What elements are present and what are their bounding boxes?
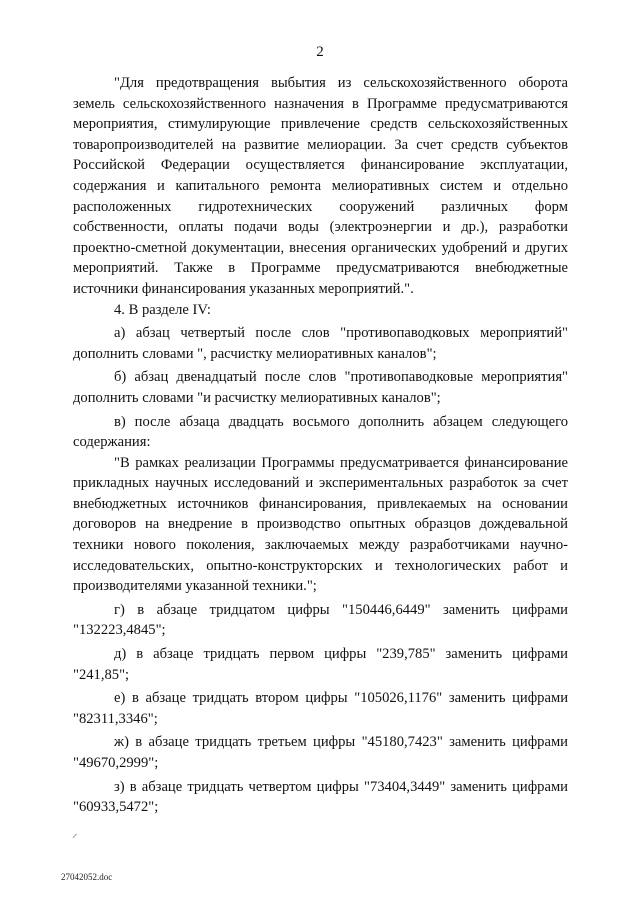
paragraph-section-iv: 4. В разделе IV: [114,301,211,318]
paragraph-item-g: г) в абзаце тридцатом цифры "150446,6449" заменить цифрами "132223,4845"; [73,601,568,639]
paragraph-item-d: д) в абзаце тридцать первом цифры "239,785" заменить цифрами "241,85"; [73,646,568,683]
paragraph-item-v: в) после абзаца двадцать восьмого дополнить абзацем следующего содержания: [73,413,568,451]
paragraph-research-quote: "В рамках реализации Программы предусматривается финансирование прикладных научных исследований и экспериментальных разработок за счет внебюджетных источников финансирования, привлекаемых на основании договоров на внедрение в производство опытных образцов дождевальной техники нового поколения, заключаемых между разработчиками научно-исследовательских, опытно-конструкторских и технологических работ и производителями указанной техники."; [73,454,568,595]
paragraph-item-a: а) абзац четвертый после слов "противопаводковых мероприятий" дополнить словами ", расчистку мелиоративных каналов"; [73,325,568,362]
paragraph-item-zh: ж) в абзаце тридцать третьем цифры "45180,7423" заменить цифрами "49670,2999"; [73,734,568,771]
paragraph-item-z: з) в абзаце тридцать четвертом цифры "73404,3449" заменить цифрами "60933,5472"; [73,778,568,816]
document-body [73,73,568,818]
paragraph-item-e: е) в абзаце тридцать втором цифры "105026,1176" заменить цифрами "82311,3346"; [73,690,568,727]
paragraph-item-b: б) абзац двенадцатый после слов "противопаводковые мероприятия" дополнить словами "и расчистку мелиоративных каналов"; [73,369,568,406]
footer-filename: 27042052.doc [61,872,113,882]
scan-mark: ⸝ [72,828,78,840]
paragraph-land-use-quote: "Для предотвращения выбытия из сельскохозяйственного оборота земель сельскохозяйственного назначения в Программе предусматриваются мероприятия, стимулирующие привлечение средств сельскохозяйственных товаропроизводителей на развитие мелиорации. За счет средств субъектов Российской Федерации осуществляется финансирование эксплуатации, содержания и капитального ремонта мелиоративных систем и отдельно расположенных гидротехнических сооружений различных форм собственности, оплаты подачи воды (электроэнергии и др.), разработки проектно-сметной документации, внесения органических удобрений и других мероприятий. Также в Программе предусматриваются внебюджетные источники финансирования указанных мероприятий.". [73,75,568,297]
page-number: 2 [316,44,324,60]
